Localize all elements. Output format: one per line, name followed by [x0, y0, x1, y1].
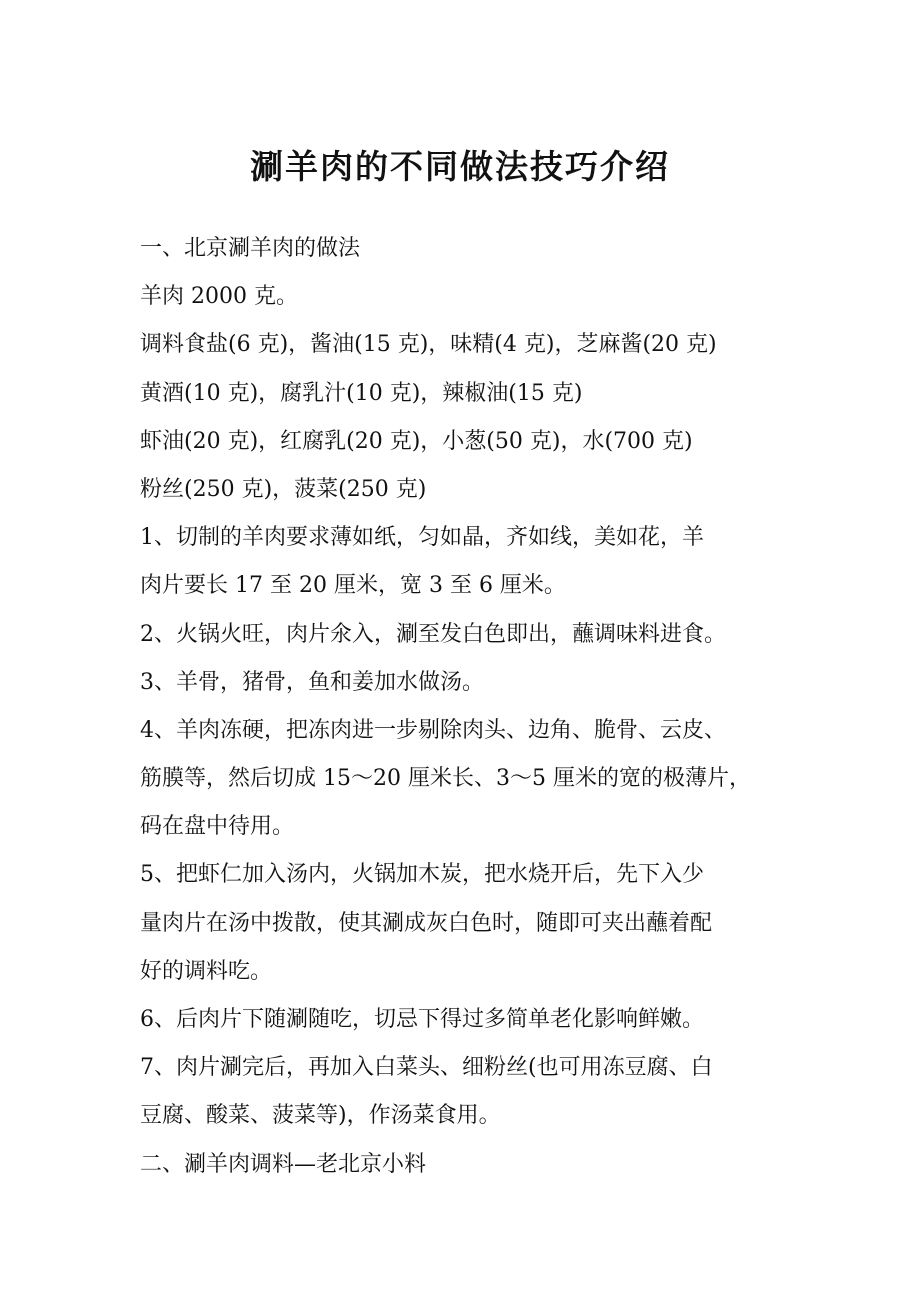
text-line: 5、把虾仁加入汤内，火锅加木炭，把水烧开后，先下入少 [140, 862, 704, 888]
text-line: 4、羊肉冻硬，把冻肉进一步剔除肉头、边角、脆骨、云皮、 [140, 717, 726, 743]
text-line: 好的调料吃。 [140, 958, 273, 984]
text-line: 黄酒(10 克)，腐乳汁(10 克)，辣椒油(15 克) [140, 380, 583, 406]
text-line: 羊肉 2000 克。 [140, 284, 298, 310]
section-heading: 一、北京涮羊肉的做法 [140, 236, 361, 261]
text-line: 3、羊骨，猪骨，鱼和姜加水做汤。 [140, 669, 484, 695]
text-line: 调料食盐(6 克)，酱油(15 克)，味精(4 克)，芝麻酱(20 克) [140, 332, 717, 358]
text-line: 粉丝(250 克)，菠菜(250 克) [140, 476, 427, 502]
document-body [140, 225, 820, 1189]
text-line: 肉片要长 17 至 20 厘米，宽 3 至 6 厘米。 [140, 573, 566, 599]
section-heading: 二、涮羊肉调料—老北京小料 [140, 1151, 427, 1177]
text-line: 7、肉片涮完后，再加入白菜头、细粉丝(也可用冻豆腐、白 [140, 1055, 713, 1081]
text-line: 量肉片在汤中拨散，使其涮成灰白色时，随即可夹出蘸着配 [140, 910, 713, 936]
text-line: 筋膜等，然后切成 15～20 厘米长、3～5 厘米的宽的极薄片， [140, 766, 751, 792]
text-line: 豆腐、酸菜、菠菜等)，作汤菜食用。 [140, 1103, 501, 1129]
text-line: 码在盘中待用。 [140, 814, 295, 840]
text-line: 2、火锅火旺，肉片氽入，涮至发白色即出，蘸调味料进食。 [140, 621, 726, 647]
text-line: 1、切制的羊肉要求薄如纸，匀如晶，齐如线，美如花，羊 [140, 525, 704, 551]
text-line: 6、后肉片下随涮随吃，切忌下得过多简单老化影响鲜嫩。 [140, 1007, 704, 1032]
document-title: 涮羊肉的不同做法技巧介绍 [250, 147, 670, 186]
text-line: 虾油(20 克)，红腐乳(20 克)，小葱(50 克)，水(700 克) [140, 428, 693, 454]
